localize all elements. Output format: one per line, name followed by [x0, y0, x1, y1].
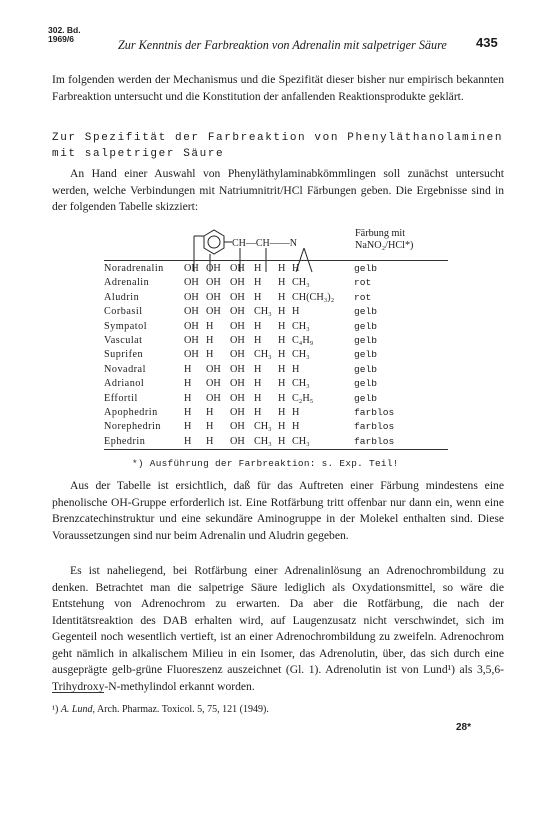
substituent-cell: H	[254, 363, 262, 375]
page-number: 435	[476, 35, 498, 50]
color-result-cell: gelb	[354, 363, 378, 375]
substituent-cell: H	[278, 392, 286, 404]
substituent-cell: H	[254, 291, 262, 303]
substituent-cell: H	[184, 392, 192, 404]
substituent-cell: H	[206, 335, 214, 347]
color-result-cell: gelb	[354, 349, 378, 361]
substituent-cell: H	[278, 435, 286, 447]
color-result-cell: farblos	[354, 421, 395, 433]
substituent-cell: H	[292, 363, 300, 375]
substituent-cell: H	[278, 291, 286, 303]
substituent-cell: H	[278, 407, 286, 419]
substituent-cell: H	[254, 263, 262, 274]
substituent-cell: OH	[230, 392, 245, 404]
substituent-cell: CH₃	[292, 349, 310, 361]
color-result-cell: gelb	[354, 306, 378, 318]
table-row	[104, 305, 414, 319]
substituent-cell: OH	[184, 320, 199, 332]
substituent-cell: H	[278, 349, 286, 361]
substituent-cell: C₂H₅	[292, 392, 314, 404]
substituent-cell: OH	[184, 349, 199, 361]
section-heading: Zur Spezifität der Farbreaktion von Phenyläthanolaminen mit salpetriger Säure	[52, 132, 504, 160]
signature-mark: 28*	[456, 722, 472, 733]
compound-name-cell: Adrenalin	[104, 277, 150, 289]
substituent-cell: OH	[206, 306, 221, 318]
volume-label	[48, 26, 81, 44]
substituent-cell: OH	[184, 291, 199, 303]
table-row	[104, 377, 414, 391]
substituent-cell: OH	[206, 263, 221, 274]
substituent-cell: OH	[184, 335, 199, 347]
table-row	[104, 348, 414, 362]
substituent-cell: H	[292, 263, 300, 274]
volume-line-1: 302. Bd.	[48, 25, 81, 35]
color-result-cell: gelb	[354, 335, 378, 347]
color-result-cell: rot	[354, 277, 372, 289]
substituent-cell: OH	[230, 349, 245, 361]
compound-name-cell: Effortil	[104, 392, 138, 404]
substituent-cell: OH	[230, 277, 245, 289]
substituent-cell: OH	[230, 291, 245, 303]
compound-table	[104, 262, 414, 449]
substituent-cell: CH₃	[292, 378, 310, 390]
paragraph-3: Es ist naheliegend, bei Rotfärbung einer Adrenalinlösung an Adrenochrombildung zu denken. Betrachtet man die salpetrige Säure lediglich als Oxydationsmittel, so wäre die Entstehung von Adrenochrom zu erwarten. Da aber die Rotfärbung, die nach der Identitätsreaktion des DAB erhalten wird, auf Laugenzusatz nicht verschwindet, sich im Gegenteil noch wesentlich vertieft, ist an einer Adrenochrombildung zu zweifeln. Adrenochrom geht nämlich in alkalischem Milieu in ein Isomer, das Adrenolutin, über, das sich durch eine ausgeprägte gelb-grüne Fluoreszenz auszeichnet (Gl. 1). Adrenolutin ist von Lund¹) als 3,5,6-Trihydroxy-N-methylindol erkannt worden.	[52, 564, 504, 693]
substituent-cell: H	[292, 306, 300, 318]
table-row	[104, 320, 414, 334]
substituent-cell: OH	[184, 306, 199, 318]
substituent-cell: H	[278, 335, 286, 347]
paragraph-2: Aus der Tabelle ist ersichtlich, daß für das Auftreten einer Färbung mindestens eine phenolische OH-Gruppe erforderlich ist. Eine Rotfärbung tritt offenbar nur dann ein, wenn eine Brenzcatechinstruktur und eine sekundäre Aminogruppe in der Molekel enthalten sind. Diese Voraussetzungen sind nur beim Adrenalin und Aludrin gegeben.	[52, 479, 504, 542]
substituent-cell: OH	[230, 335, 245, 347]
color-result-cell: gelb	[354, 320, 378, 332]
substituent-cell: CH₃	[254, 349, 272, 361]
footnote-rule	[52, 692, 104, 693]
table-row	[104, 435, 414, 449]
benzene-inner-ring	[208, 236, 220, 248]
substituent-cell: H	[278, 306, 286, 318]
substituent-cell: CH₃	[292, 320, 310, 332]
side-chain-label: CH—CH——N	[232, 238, 298, 249]
substituent-cell: OH	[184, 263, 199, 274]
compound-name-cell: Corbasil	[104, 306, 143, 318]
substituent-cell: OH	[206, 277, 221, 289]
substituent-cell: OH	[206, 291, 221, 303]
substituent-cell: OH	[230, 320, 245, 332]
footnote	[52, 704, 269, 715]
substituent-cell: OH	[230, 306, 245, 318]
substituent-cell: CH₃	[254, 306, 272, 318]
compound-name-cell: Suprifen	[104, 349, 144, 361]
compound-name-cell: Sympatol	[104, 320, 148, 332]
table-top-rule	[104, 260, 448, 261]
substituent-cell: H	[184, 407, 192, 419]
compound-name-cell: Apophedrin	[104, 407, 158, 419]
table-row	[104, 406, 414, 420]
substituent-cell: H	[278, 378, 286, 390]
substituent-cell: H	[292, 421, 300, 433]
footnote-marker: ¹)	[52, 704, 59, 715]
compound-name-cell: Adrianol	[104, 378, 145, 390]
running-title: Zur Kenntnis der Farbreaktion von Adrenalin mit salpetriger Säure	[118, 38, 447, 52]
color-column-header	[355, 228, 413, 252]
compound-name-cell: Ephedrin	[104, 435, 146, 447]
volume-line-2: 1969/6	[48, 34, 74, 44]
substituent-cell: OH	[206, 363, 221, 375]
table-row	[104, 363, 414, 377]
compound-name-cell: Novadral	[104, 363, 146, 375]
substituent-cell: H	[184, 363, 192, 375]
substituent-cell: H	[206, 349, 214, 361]
substituent-cell: OH	[206, 378, 221, 390]
substituent-cell: H	[278, 263, 286, 274]
substituent-cell: CH(CH₃)₂	[292, 291, 335, 303]
substituent-cell: OH	[230, 407, 245, 419]
substituent-cell: OH	[230, 263, 245, 274]
substituent-cell: H	[254, 335, 262, 347]
table-row	[104, 334, 414, 348]
substituent-cell: H	[184, 435, 192, 447]
substituent-cell: H	[184, 378, 192, 390]
footnote-author: A. Lund,	[60, 704, 95, 715]
substituent-cell: H	[254, 378, 262, 390]
substituent-cell: H	[278, 277, 286, 289]
substituent-cell: H	[206, 320, 214, 332]
color-result-cell: gelb	[354, 263, 378, 274]
substituent-cell: H	[254, 277, 262, 289]
table-row	[104, 392, 414, 406]
substituent-cell: OH	[230, 421, 245, 433]
substituent-cell: CH₃	[254, 421, 272, 433]
substituent-cell: OH	[230, 363, 245, 375]
compound-name-cell: Noradrenalin	[104, 263, 164, 274]
color-header-line-2: NaNO₂/HCl*)	[355, 240, 414, 251]
substituent-cell: CH₃	[292, 277, 310, 289]
substituent-cell: C₄H₉	[292, 335, 314, 347]
color-result-cell: gelb	[354, 378, 378, 390]
footnote-citation: Arch. Pharmaz. Toxicol. 5, 75, 121 (1949).	[96, 704, 269, 715]
substituent-cell: H	[254, 392, 262, 404]
compound-name-cell: Aludrin	[104, 291, 140, 303]
substituent-cell: OH	[230, 435, 245, 447]
table-bottom-rule	[104, 449, 448, 450]
color-result-cell: rot	[354, 291, 372, 303]
substituent-cell: H	[206, 407, 214, 419]
substituent-cell: H	[278, 363, 286, 375]
substituent-cell: H	[254, 320, 262, 332]
substituent-cell: CH₃	[292, 435, 310, 447]
substituent-cell: CH₃	[254, 435, 272, 447]
compound-name-cell: Vasculat	[104, 335, 143, 347]
benzene-ring	[204, 230, 224, 254]
substituent-cell: OH	[230, 378, 245, 390]
section-paragraph: An Hand einer Auswahl von Phenyläthylaminabkömmlingen soll zunächst untersucht werden, welche Verbindungen mit Natriumnitrit/HCl Färbungen geben. Die Ergebnisse sind in der folgenden Tabelle skizziert:	[52, 167, 504, 213]
substituent-cell: OH	[206, 392, 221, 404]
substituent-cell: H	[278, 421, 286, 433]
table-row	[104, 276, 414, 290]
color-header-line-1: Färbung mit	[355, 228, 406, 239]
compound-name-cell: Norephedrin	[104, 421, 161, 433]
table-row	[104, 262, 414, 276]
substituent-cell: OH	[184, 277, 199, 289]
substituent-cell: H	[254, 407, 262, 419]
color-result-cell: farblos	[354, 435, 395, 447]
substituent-cell: H	[292, 407, 300, 419]
intro-paragraph: Im folgenden werden der Mechanismus und die Spezifität dieser bisher nur empirisch bekannten Farbreaktion untersucht und die Konstitution der anfallenden Reaktionsprodukte geklärt.	[52, 73, 504, 103]
substituent-cell: H	[184, 421, 192, 433]
substituent-cell: H	[278, 320, 286, 332]
substituent-cell: H	[206, 421, 214, 433]
color-result-cell: gelb	[354, 392, 378, 404]
substituent-cell: H	[206, 435, 214, 447]
table-footnote: *) Ausführung der Farbreaktion: s. Exp. Teil!	[132, 458, 399, 469]
table-row	[104, 420, 414, 434]
table-row	[104, 291, 414, 305]
color-result-cell: farblos	[354, 407, 395, 419]
